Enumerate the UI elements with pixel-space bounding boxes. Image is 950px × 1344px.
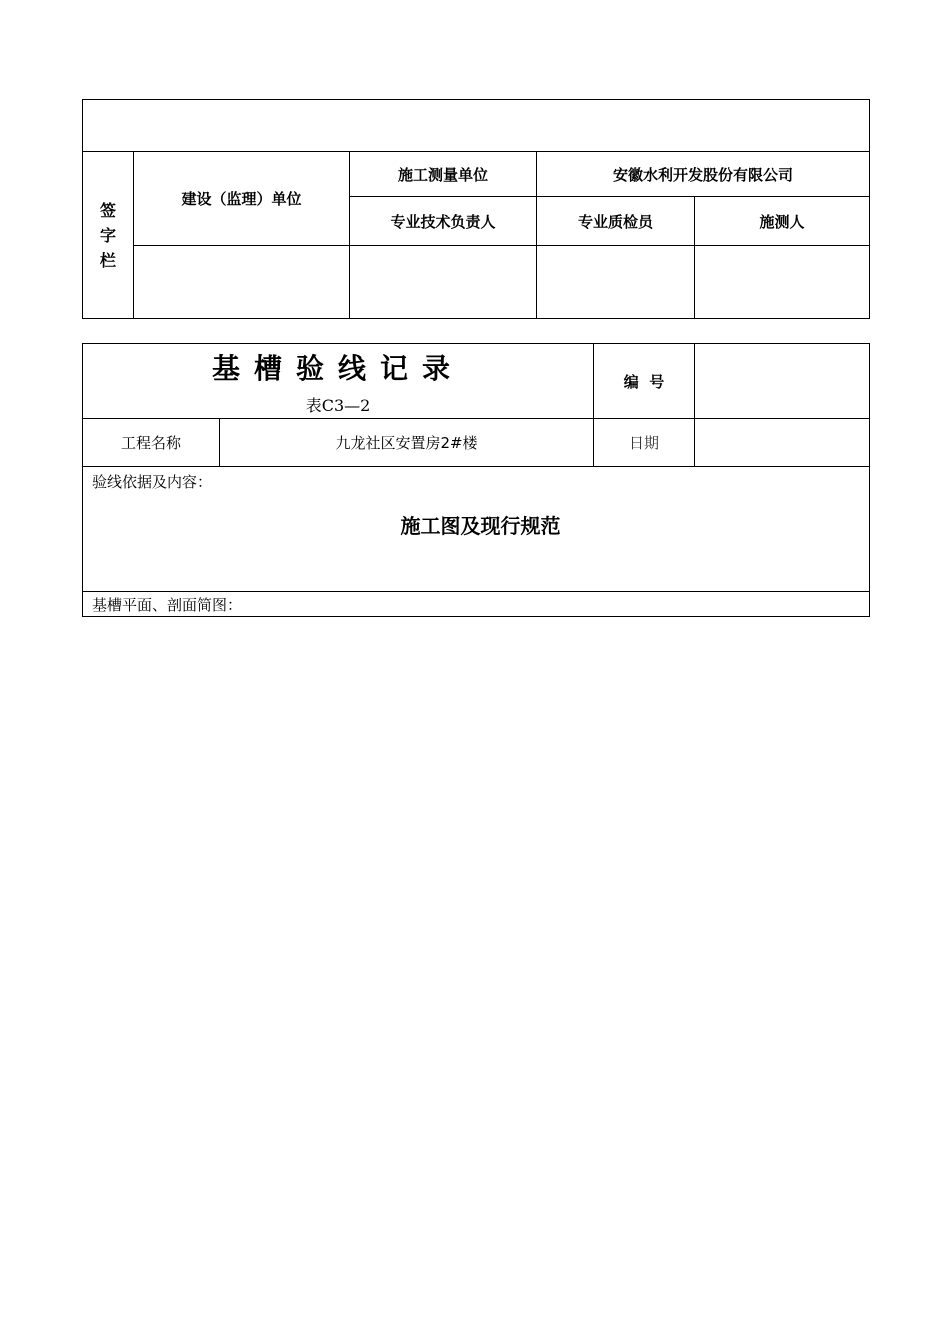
basis-cell	[83, 467, 870, 592]
basis-label: 验线依据及内容：	[92, 473, 213, 491]
number-label: 编 号	[594, 344, 695, 419]
tech-lead-label: 专业技术负责人	[350, 197, 537, 246]
record-title: 基槽验线记录	[212, 351, 465, 385]
survey-unit-name: 安徽水利开发股份有限公司	[537, 152, 870, 197]
project-name-label: 工程名称	[83, 419, 220, 467]
basis-content: 施工图及现行规范	[400, 514, 561, 538]
survey-unit-label: 施工测量单位	[350, 152, 537, 197]
quality-inspector-signature-cell[interactable]	[537, 246, 695, 319]
date-value[interactable]	[695, 419, 870, 467]
record-table	[82, 343, 870, 617]
surveyor-label: 施测人	[695, 197, 870, 246]
signature-blank-row	[83, 100, 870, 152]
number-value[interactable]	[695, 344, 870, 419]
sketch-label: 基槽平面、剖面简图：	[83, 592, 870, 617]
surveyor-signature-cell[interactable]	[695, 246, 870, 319]
form-number: 表C3—2	[305, 395, 371, 415]
owner-unit-label: 建设（监理）单位	[134, 152, 350, 246]
record-title-cell	[83, 344, 594, 419]
date-label: 日期	[594, 419, 695, 467]
signature-section-label: 签 字 栏	[83, 152, 134, 319]
project-name-value: 九龙社区安置房2#楼	[220, 419, 594, 467]
owner-signature-cell[interactable]	[134, 246, 350, 319]
signature-table	[82, 99, 870, 319]
quality-inspector-label: 专业质检员	[537, 197, 695, 246]
tech-lead-signature-cell[interactable]	[350, 246, 537, 319]
